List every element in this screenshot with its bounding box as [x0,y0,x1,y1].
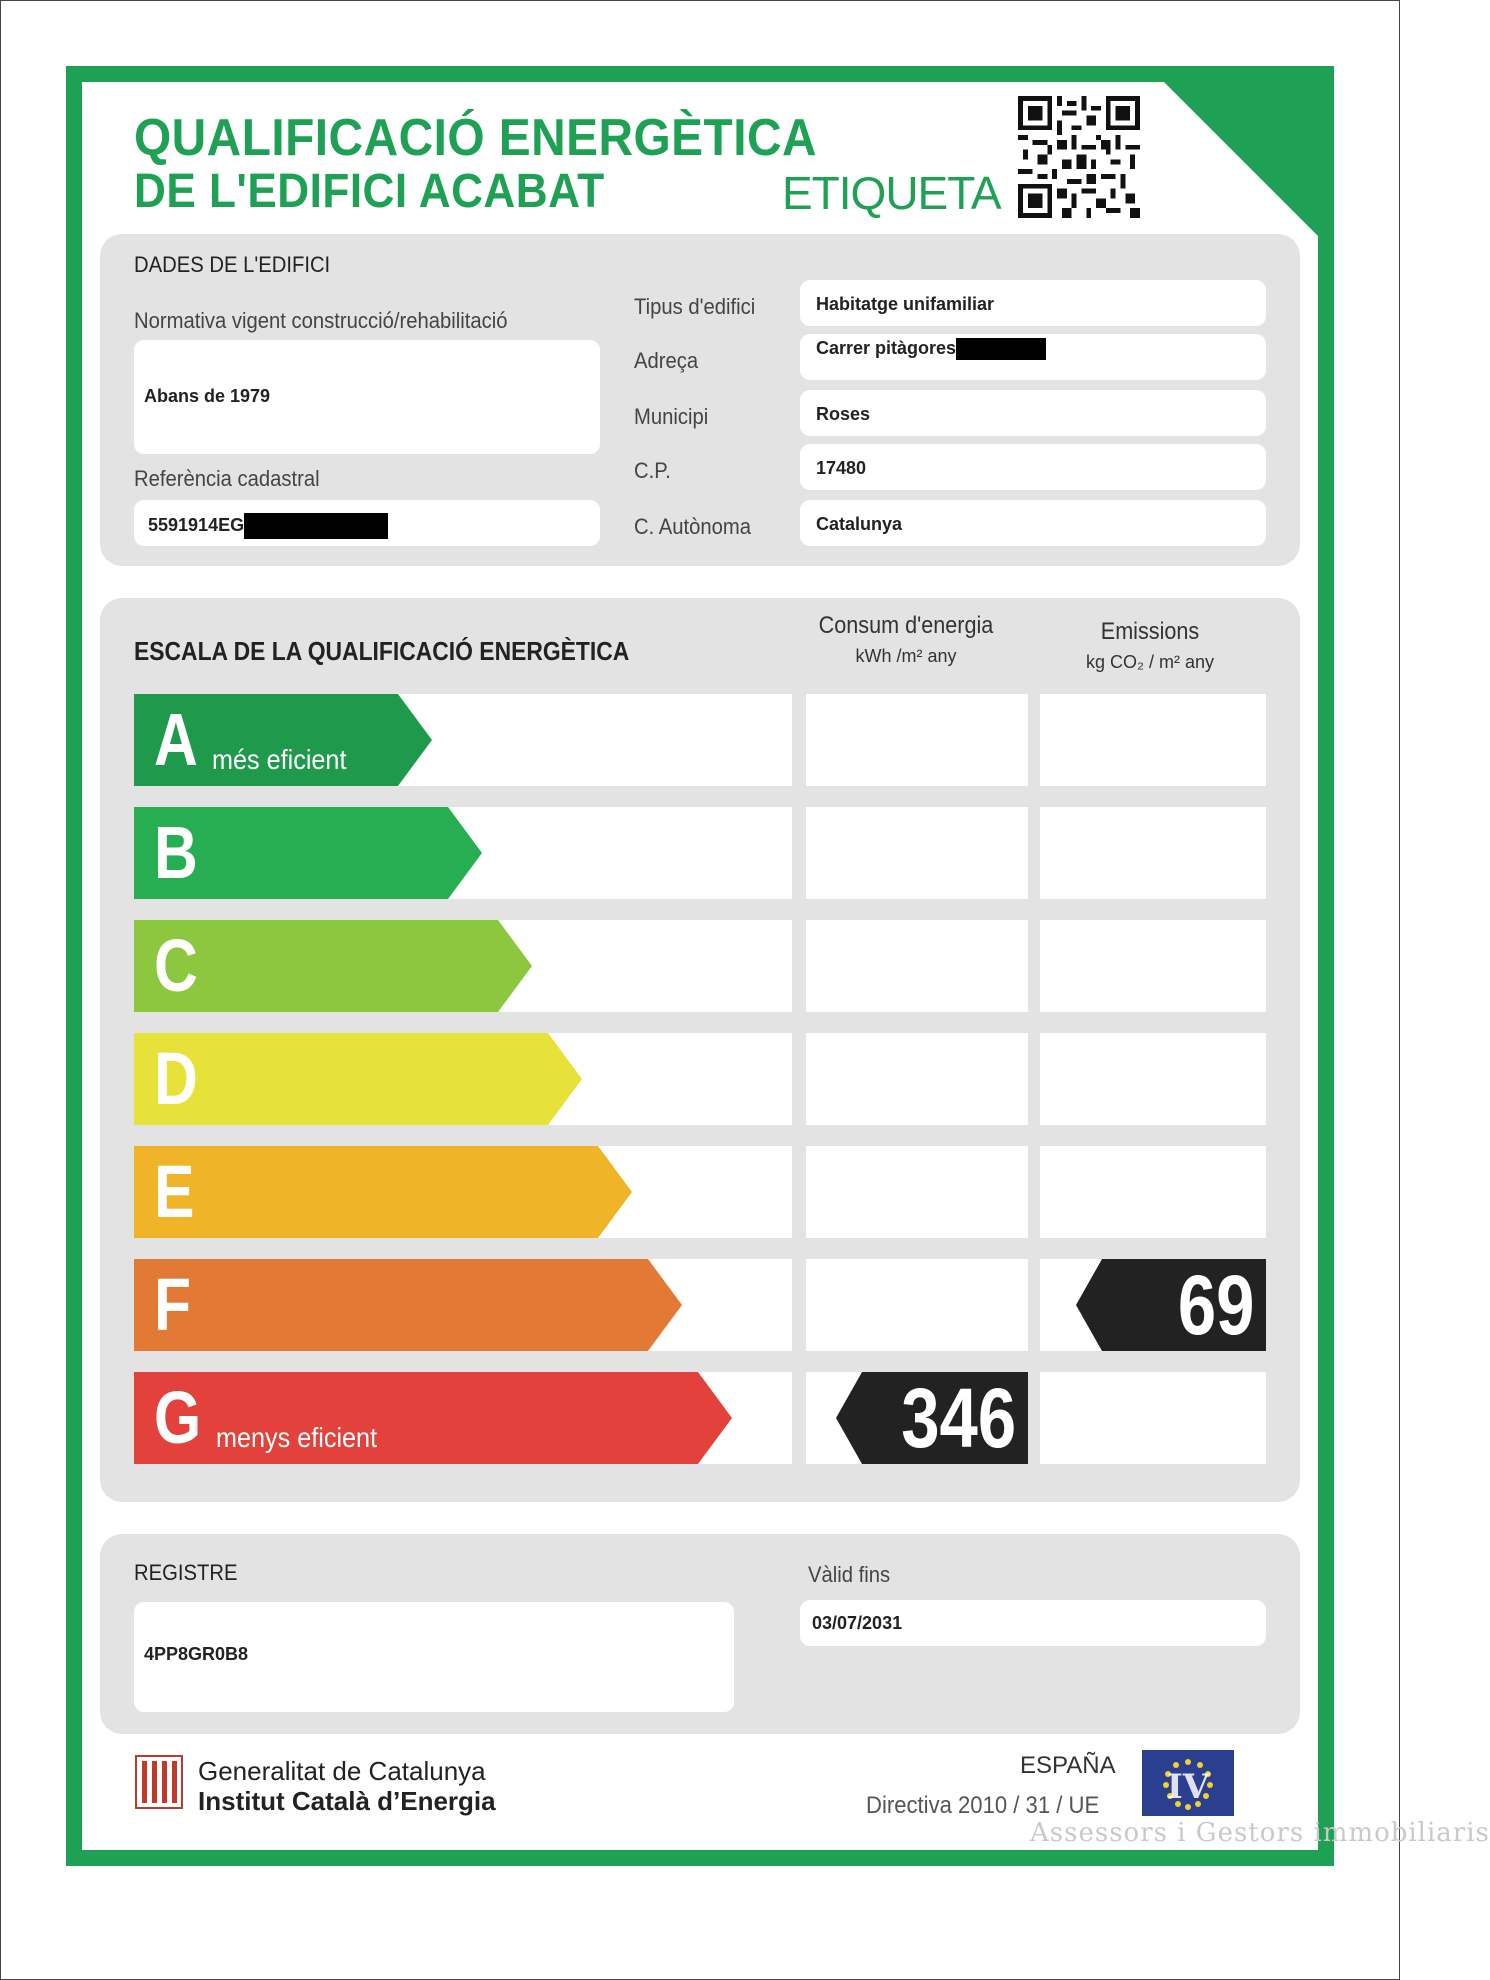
cp-label: C.P. [634,458,671,483]
rating-sub-label: més eficient [212,744,347,775]
emissions-cell-c [1040,920,1266,1012]
rating-letter: E [154,1150,195,1233]
tipus-field [800,280,1266,326]
emissions-cell-a [1040,694,1266,786]
comunitat-label: C. Autònoma [634,514,752,539]
svg-text:IV: IV [1166,1767,1210,1807]
referencia-field [134,500,600,546]
normativa-label: Normativa vigent construcció/rehabilitació [134,308,508,333]
municipi-field [800,390,1266,436]
scale-title: ESCALA DE LA QUALIFICACIÓ ENERGÈTICA [134,636,630,666]
municipi-value: Roses [816,404,871,424]
referencia-label: Referència cadastral [134,466,320,491]
adreca-value: Carrer pitàgores [816,338,957,358]
rating-arrow-g [134,1372,732,1464]
rating-letter: B [154,811,198,894]
valid-field [800,1600,1266,1646]
adreca-field [800,334,1266,380]
rating-arrow-f [134,1259,682,1351]
cp-field [800,444,1266,490]
emissions-header [1040,618,1260,673]
emissions-cell-d [1040,1033,1266,1125]
adreca-label: Adreça [634,348,699,373]
redaction-bar [244,513,388,539]
emissions-value-badge [1076,1259,1266,1351]
title-line2: DE L'EDIFICI ACABAT [134,165,605,218]
redaction-bar [956,338,1046,360]
title-line1: QUALIFICACIÓ ENERGÈTICA [134,109,818,167]
consum-cell-c [806,920,1028,1012]
generalitat-logo [136,1756,182,1808]
eu-flag-logo [1142,1750,1234,1816]
rating-letter: A [154,698,198,781]
consum-cell-f [806,1259,1028,1351]
registre-value: 4PP8GR0B8 [144,1644,249,1664]
valid-label: Vàlid fins [808,1562,891,1587]
consum-cell-b [806,807,1028,899]
rating-letter: F [154,1263,192,1346]
emissions-cell-b [1040,807,1266,899]
normativa-value: Abans de 1979 [144,386,271,406]
emissions-unit: kg CO₂ / m² any [1085,652,1214,672]
consum-header [796,612,1016,667]
consum-cell-e [806,1146,1028,1238]
consum-value-badge [836,1372,1028,1464]
tipus-value: Habitatge unifamiliar [816,294,995,314]
footer-institut: Institut Català d’Energia [198,1786,496,1816]
emissions-title: Emissions [1100,618,1200,645]
rating-letter: G [154,1376,202,1459]
footer-directiva: Directiva 2010 / 31 / UE [866,1792,1100,1819]
consum-value-badge-value: 346 [901,1371,1016,1465]
rating-arrow-b [134,807,482,899]
registre-field [134,1602,734,1712]
registre-label: REGISTRE [134,1560,238,1585]
emissions-cell-g [1040,1372,1266,1464]
normativa-field [134,340,600,454]
rating-arrow-d [134,1033,582,1125]
watermark: Assessors i Gestors immobiliaris [1030,1818,1490,1848]
rating-letter: C [154,924,198,1007]
cp-value: 17480 [816,458,867,478]
footer-espana: ESPAÑA [1020,1752,1116,1779]
rating-arrow-e [134,1146,632,1238]
etiqueta-label: ETIQUETA [782,167,1001,219]
comunitat-value: Catalunya [816,514,903,534]
consum-title: Consum d'energia [818,612,994,639]
valid-value: 03/07/2031 [812,1613,903,1633]
tipus-label: Tipus d'edifici [634,294,756,319]
rating-letter: D [154,1037,198,1120]
emissions-cell-e [1040,1146,1266,1238]
rating-sub-label: menys eficient [216,1422,378,1453]
rating-arrow-a [134,694,432,786]
comunitat-field [800,500,1266,546]
emissions-value-badge-value: 69 [1177,1258,1254,1352]
footer-generalitat: Generalitat de Catalunya [198,1756,486,1786]
consum-cell-a [806,694,1028,786]
consum-unit: kWh /m² any [855,646,957,666]
building-section-title: DADES DE L'EDIFICI [134,252,331,277]
referencia-value: 5591914EG [148,514,245,535]
rating-arrow-c [134,920,532,1012]
consum-cell-d [806,1033,1028,1125]
qr-code [1018,96,1140,218]
municipi-label: Municipi [634,404,709,429]
